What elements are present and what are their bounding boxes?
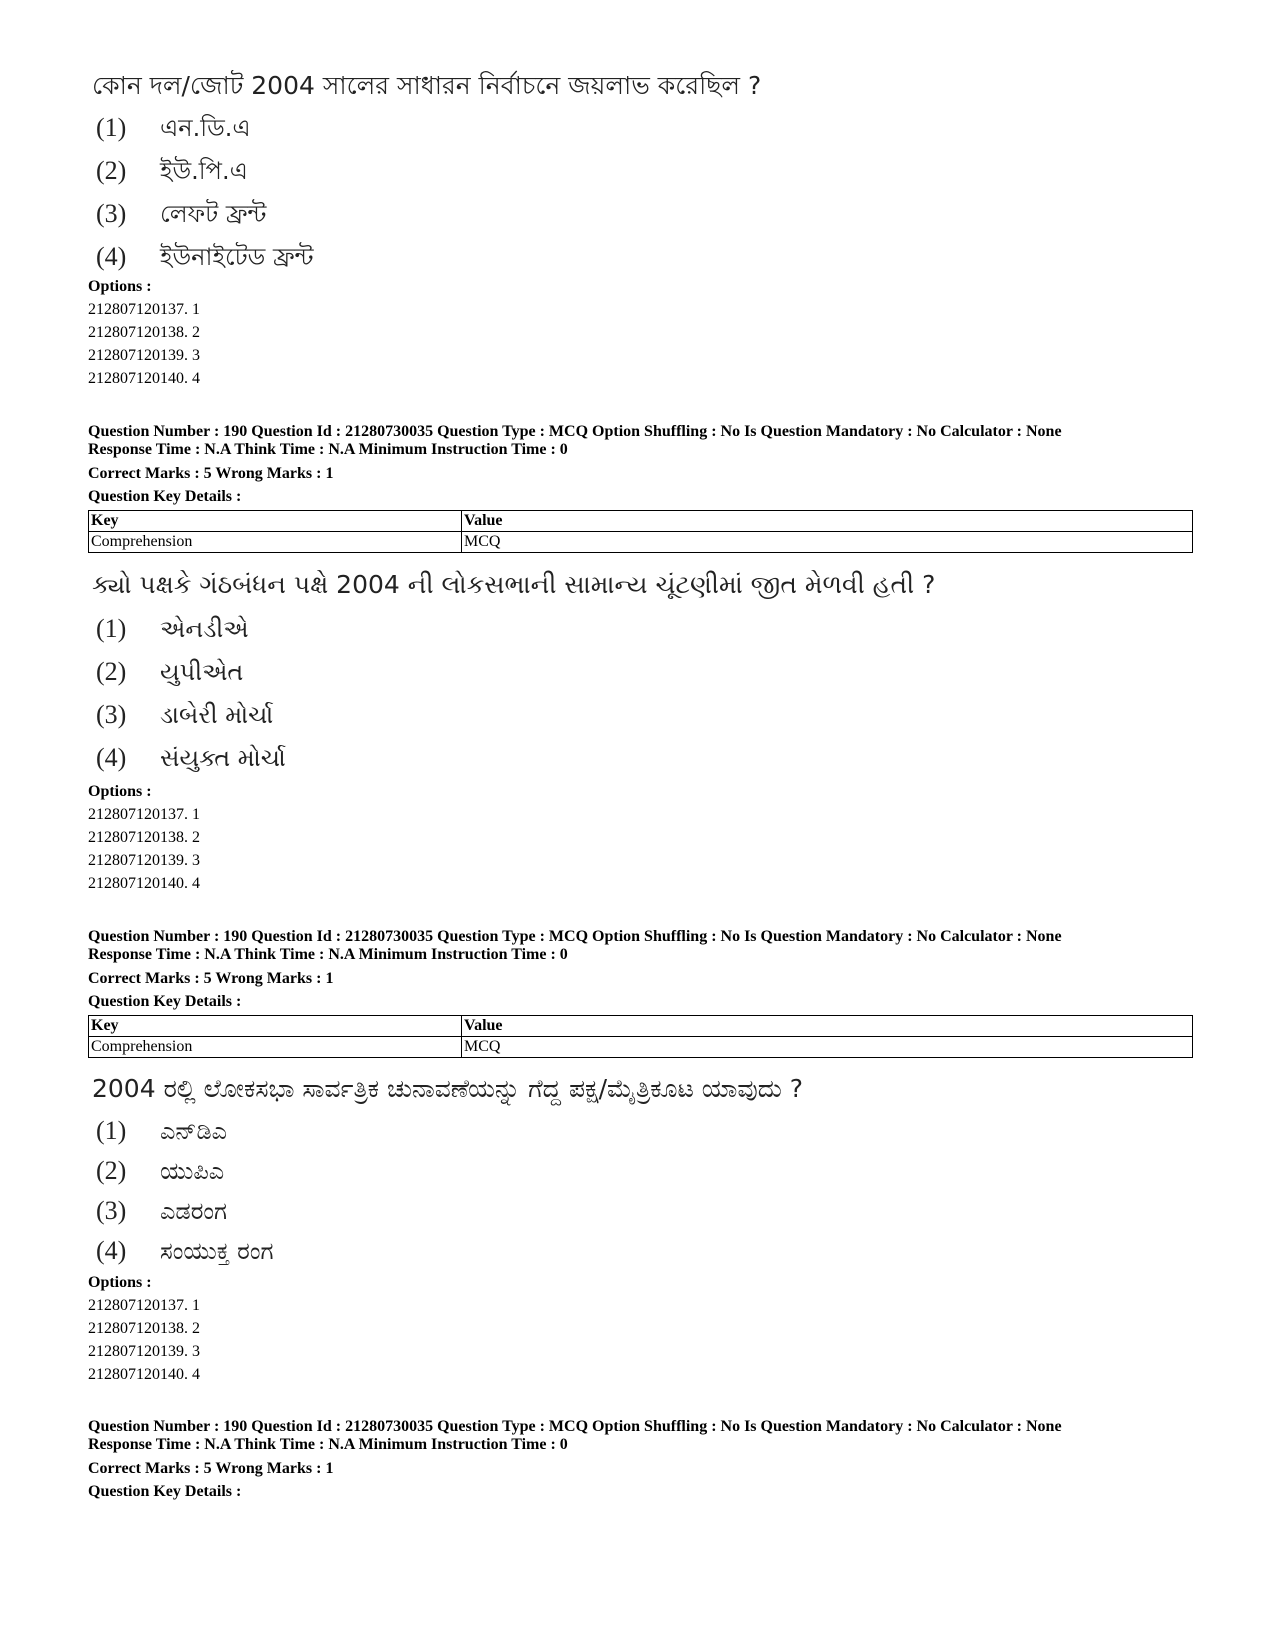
option-id: 212807120137. 1 [88, 301, 200, 318]
value-cell: MCQ [462, 532, 1193, 553]
choice-row [96, 1116, 227, 1146]
choice-row [96, 239, 314, 279]
marks-line: Correct Marks : 5 Wrong Marks : 1 [88, 970, 334, 987]
response-time-line: Response Time : N.A Think Time : N.A Minimum Instruction Time : 0 [88, 441, 568, 458]
choice-row [96, 614, 249, 644]
choice-number: (4) [96, 743, 127, 772]
question-text: 2004 ರಲ್ಲಿ ಲೋಕಸಭಾ ಸಾರ್ವತ್ರಿಕ ಚುನಾವಣೆಯನ್ನು ಗೆದ್ದ ಪಕ್ಷ/ಮೈತ್ರಿಕೂಟ ಯಾವುದು ? [92, 1074, 804, 1103]
key-cell: Comprehension [89, 532, 462, 553]
choice-number: (1) [96, 113, 127, 142]
key-cell: Comprehension [89, 1037, 462, 1058]
choice-number: (2) [96, 657, 127, 686]
choice-row [96, 700, 273, 730]
choice-text: ડાબેરી મોર્ચા [160, 701, 274, 729]
choice-text: এন.ডি.এ [160, 114, 251, 142]
option-id: 212807120137. 1 [88, 806, 200, 823]
option-id: 212807120139. 3 [88, 852, 200, 869]
option-id: 212807120140. 4 [88, 1366, 200, 1383]
option-id: 212807120138. 2 [88, 829, 200, 846]
choice-text: ಸಂಯುಕ್ತ ರಂಗ [160, 1237, 274, 1265]
key-details-label: Question Key Details : [88, 1483, 242, 1500]
option-id: 212807120140. 4 [88, 875, 200, 892]
choice-number: (3) [96, 199, 127, 228]
choice-number: (2) [96, 156, 127, 185]
option-id: 212807120137. 1 [88, 1297, 200, 1314]
choice-text: ಯುಪಿಎ [160, 1157, 225, 1185]
question-key-table [88, 510, 1193, 553]
choice-text: ಎಡರಂಗ [160, 1197, 228, 1225]
response-time-line: Response Time : N.A Think Time : N.A Minimum Instruction Time : 0 [88, 1436, 568, 1453]
question-text: কোন দল/জোট 2004 সালের সাধারন নির্বাচনে জয়লাভ করেছিল ? [92, 71, 762, 100]
question-text: ક્યો પક્ષકે ગંઠબંધન પક્ષે 2004 ની લોકસભાની સામાન્ય ચૂંટણીમાં જીત મેળવી હતી ? [92, 570, 936, 599]
choice-text: એનડીએ [160, 615, 249, 643]
choice-row [96, 743, 286, 773]
choice-number: (3) [96, 700, 127, 729]
option-id: 212807120138. 2 [88, 324, 200, 341]
option-id: 212807120138. 2 [88, 1320, 200, 1337]
choice-number: (4) [96, 242, 127, 271]
choice-text: યુપીએત [160, 658, 244, 686]
marks-line: Correct Marks : 5 Wrong Marks : 1 [88, 1460, 334, 1477]
choice-text: লেফট ফ্রন্ট [160, 200, 267, 228]
key-header: Key [89, 511, 462, 532]
choice-text: ইউ.পি.এ [160, 157, 248, 185]
choice-number: (3) [96, 1196, 127, 1225]
marks-line: Correct Marks : 5 Wrong Marks : 1 [88, 465, 334, 482]
choice-row [96, 1196, 227, 1226]
question-meta-line: Question Number : 190 Question Id : 21280730035 Question Type : MCQ Option Shuffling : No Is Question Mandatory : No Calculator : None [88, 423, 1062, 440]
value-header: Value [462, 1016, 1193, 1037]
options-label: Options : [88, 783, 152, 800]
choice-row [96, 1156, 224, 1186]
response-time-line: Response Time : N.A Think Time : N.A Minimum Instruction Time : 0 [88, 946, 568, 963]
key-details-label: Question Key Details : [88, 488, 242, 505]
choice-row [96, 153, 248, 193]
choice-row [96, 657, 243, 687]
option-id: 212807120140. 4 [88, 370, 200, 387]
choice-row [96, 1236, 274, 1266]
key-details-label: Question Key Details : [88, 993, 242, 1010]
value-cell: MCQ [462, 1037, 1193, 1058]
choice-row [96, 196, 266, 236]
question-meta-line: Question Number : 190 Question Id : 21280730035 Question Type : MCQ Option Shuffling : No Is Question Mandatory : No Calculator : None [88, 928, 1062, 945]
choice-text: ইউনাইটেড ফ্রন্ট [160, 243, 314, 271]
choice-number: (1) [96, 614, 127, 643]
option-id: 212807120139. 3 [88, 347, 200, 364]
choice-text: સંયુક્ત મોર્ચા [160, 744, 286, 772]
choice-text: ಎನ್‌ಡಿಎ [160, 1117, 228, 1145]
value-header: Value [462, 511, 1193, 532]
options-label: Options : [88, 278, 152, 295]
choice-row [96, 110, 251, 150]
key-header: Key [89, 1016, 462, 1037]
options-label: Options : [88, 1274, 152, 1291]
option-id: 212807120139. 3 [88, 1343, 200, 1360]
question-meta-line: Question Number : 190 Question Id : 21280730035 Question Type : MCQ Option Shuffling : No Is Question Mandatory : No Calculator : None [88, 1418, 1062, 1435]
choice-number: (4) [96, 1236, 127, 1265]
choice-number: (1) [96, 1116, 127, 1145]
choice-number: (2) [96, 1156, 127, 1185]
question-key-table [88, 1015, 1193, 1058]
